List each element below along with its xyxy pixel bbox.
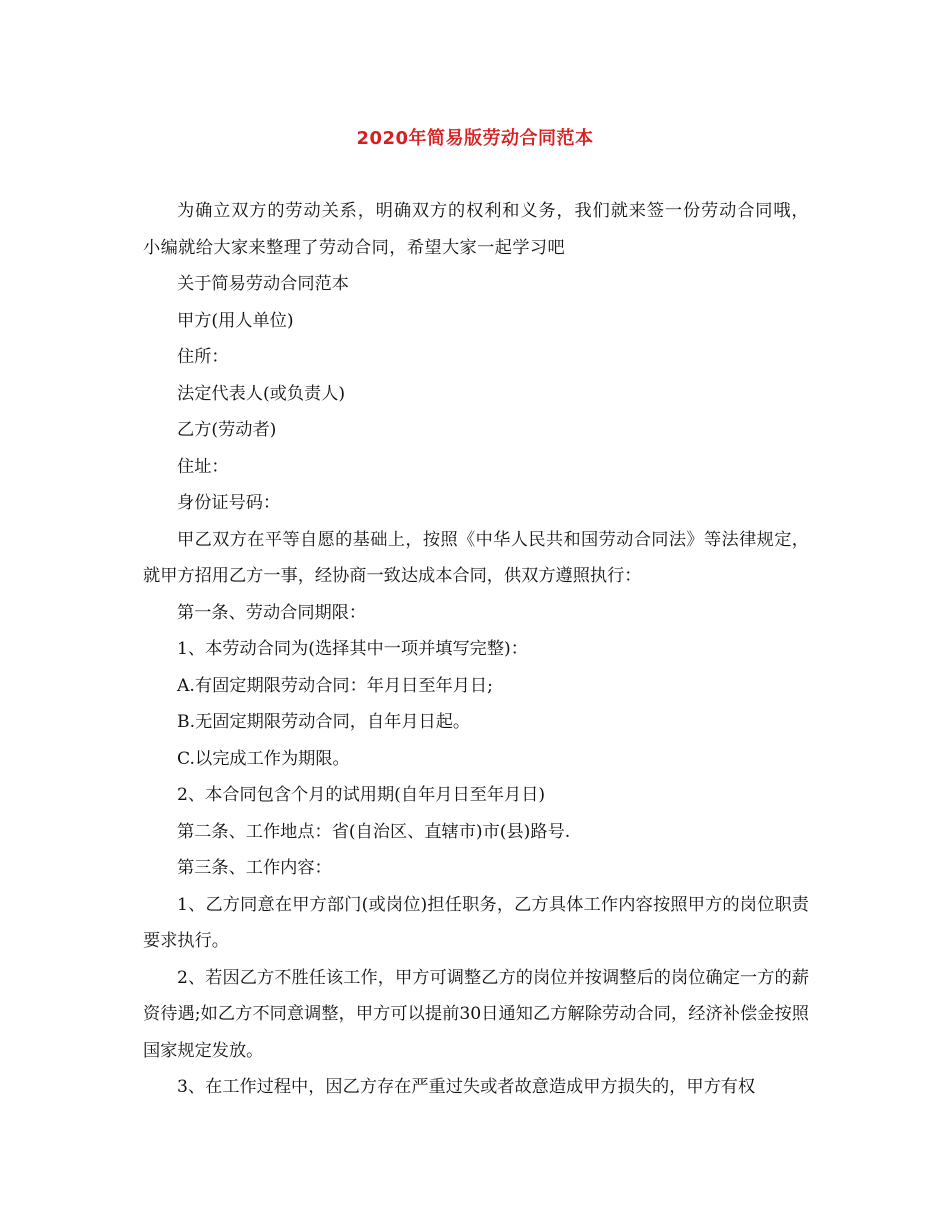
article-1-option-c: C.以完成工作为期限。 <box>177 748 350 769</box>
article-1-item-2: 2、本合同包含个月的试用期(自年月日至年月日) <box>177 785 546 805</box>
article-1-option-a: A.有固定期限劳动合同：年月日至年月日; <box>177 675 493 696</box>
document-body <box>143 193 809 1106</box>
article-3-item-3: 3、在工作过程中，因乙方存在严重过失或者故意造成甲方损失的，甲方有权 <box>177 1077 756 1097</box>
article-3-heading: 第三条、工作内容： <box>177 858 332 878</box>
article-2-line: 第二条、工作地点：省(自治区、直辖市)市(县)路号. <box>177 821 571 842</box>
agreement-preamble: 甲乙双方在平等自愿的基础上，按照《中华人民共和国劳动合同法》等法律规定，就甲方招用乙方一事，经协商一致达成本合同，供双方遵照执行： <box>143 529 809 586</box>
party-b-address-line: 住址： <box>177 456 229 477</box>
intro-paragraph: 为确立双方的劳动关系，明确双方的权利和义务，我们就来签一份劳动合同哦，小编就给大家来整理了劳动合同，希望大家一起学习吧 <box>143 201 809 258</box>
party-a-address-line: 住所： <box>177 347 229 367</box>
article-3-item-2: 2、若因乙方不胜任该工作，甲方可调整乙方的岗位并按调整后的岗位确定一方的薪资待遇;如乙方不同意调整，甲方可以提前30日通知乙方解除劳动合同，经济补偿金按照国家规定发放。 <box>143 967 809 1061</box>
article-1-item-1: 1、本劳动合同为(选择其中一项并填写完整)： <box>177 639 528 659</box>
document-title: 2020年简易版劳动合同范本 <box>356 128 594 149</box>
id-number-line: 身份证号码： <box>177 493 281 513</box>
party-a-line: 甲方(用人单位) <box>177 310 294 331</box>
section-heading: 关于简易劳动合同范本 <box>177 274 349 294</box>
article-1-option-b: B.无固定期限劳动合同，自年月日起。 <box>177 712 471 732</box>
article-1-heading: 第一条、劳动合同期限： <box>177 602 367 623</box>
party-b-line: 乙方(劳动者) <box>177 420 277 440</box>
legal-representative-line: 法定代表人(或负责人) <box>177 383 346 404</box>
article-3-item-1: 1、乙方同意在甲方部门(或岗位)担任职务，乙方具体工作内容按照甲方的岗位职责要求执行。 <box>143 894 809 951</box>
